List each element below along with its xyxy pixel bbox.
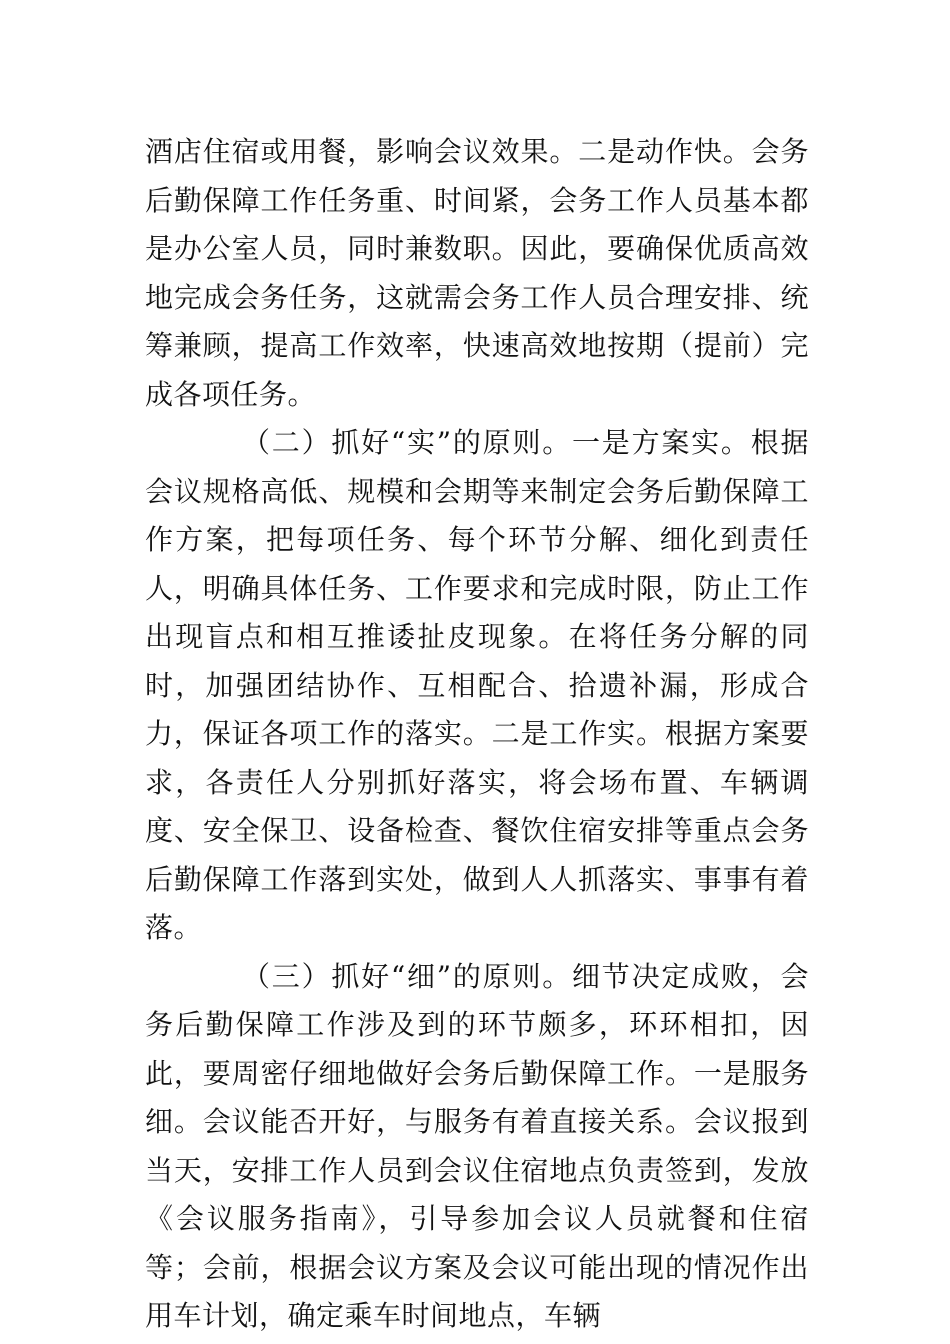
paragraph-continuation: 酒店住宿或用餐，影响会议效果。二是动作快。会务后勤保障工作任务重、时间紧，会务工作人员基本都是办公室人员，同时兼数职。因此，要确保优质高效地完成会务任务，这就需会务工作人员合理安排、统筹兼顾，提高工作效率，快速高效地按期（提前）完成各项任务。 — [145, 135, 809, 411]
body-text — [145, 128, 809, 1341]
paragraph-section-two: （二）抓好“实”的原则。一是方案实。根据会议规格高低、规模和会期等来制定会务后勤保障工作方案，把每项任务、每个环节分解、细化到责任人，明确具体任务、工作要求和完成时限，防止工作出现盲点和相互推诿扯皮现象。在将任务分解的同时，加强团结协作、互相配合、拾遗补漏，形成合力，保证各项工作的落实。二是工作实。根据方案要求，各责任人分别抓好落实，将会场布置、车辆调度、安全保卫、设备检查、餐饮住宿安排等重点会务后勤保障工作落到实处，做到人人抓落实、事事有着落。 — [145, 426, 809, 944]
paragraph-section-three: （三）抓好“细”的原则。细节决定成败，会务后勤保障工作涉及到的环节颇多，环环相扣，因此，要周密仔细地做好会务后勤保障工作。一是服务细。会议能否开好，与服务有着直接关系。会议报到当天，安排工作人员到会议住宿地点负责签到，发放《会议服务指南》，引导参加会议人员就餐和住宿等；会前，根据会议方案及会议可能出现的情况作出用车计划，确定乘车时间地点，车辆 — [145, 959, 809, 1332]
